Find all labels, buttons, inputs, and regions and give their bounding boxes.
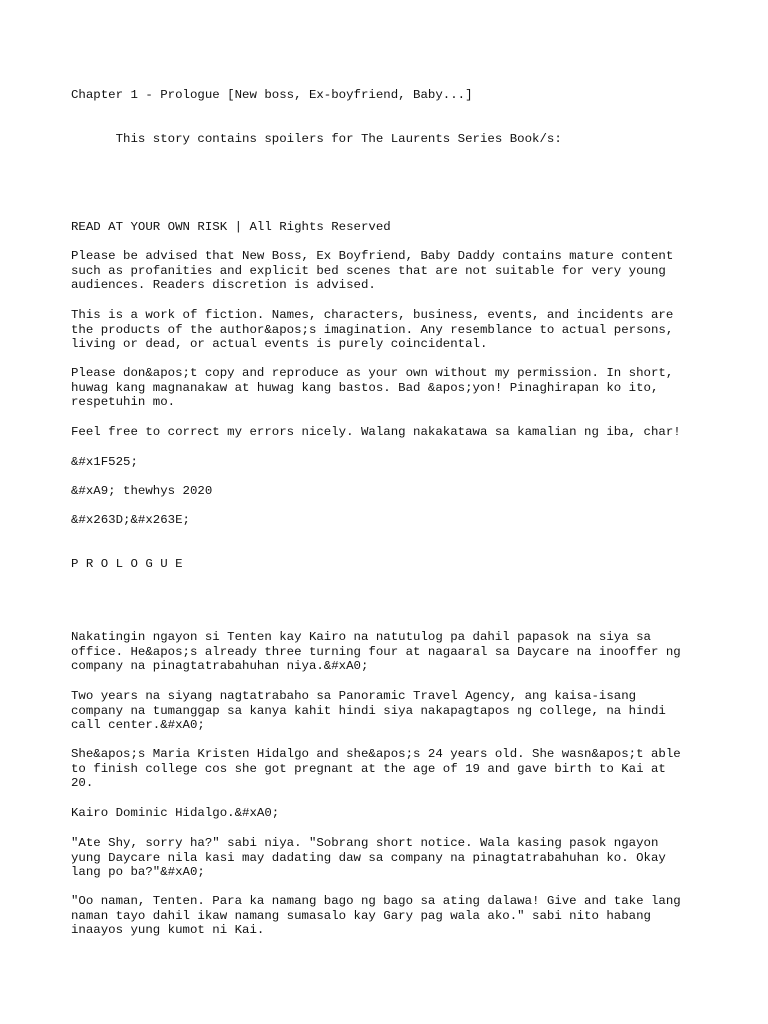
- rights-heading: READ AT YOUR OWN RISK | All Rights Reserved: [71, 220, 391, 234]
- spoiler-notice: This story contains spoilers for The Laurents Series Book/s:: [71, 132, 562, 146]
- paragraph-5-line-1: "Ate Shy, sorry ha?" sabi niya. "Sobrang short notice. Wala kasing pasok ngayon: [71, 836, 659, 850]
- paragraph-3-line-3: 20.: [71, 776, 94, 791]
- paragraph-3-line-1: She&apos;s Maria Kristen Hidalgo and she&apos;s 24 years old. She wasn&apos;t able: [71, 747, 681, 761]
- entity-line-1: &#x1F525;: [71, 455, 138, 469]
- prologue-title: P R O L O G U E: [71, 557, 183, 571]
- paragraph-2-line-3: call center.&#xA0;: [71, 718, 205, 733]
- copy-notice-line-2: huwag kang magnanakaw at huwag kang bastos. Bad &apos;yon! Pinaghirapan ko ito,: [71, 380, 659, 395]
- copy-notice-line-1: Please don&apos;t copy and reproduce as your own without my permission. In short,: [71, 366, 674, 380]
- paragraph-1-line-1: Nakatingin ngayon si Tenten kay Kairo na natutulog pa dahil papasok na siya sa: [71, 630, 651, 644]
- advisory-line-2: such as profanities and explicit bed scenes that are not suitable for very young: [71, 263, 666, 278]
- errors-notice: Feel free to correct my errors nicely. Walang nakakatawa sa kamalian ng iba, char!: [71, 425, 681, 439]
- copy-notice-line-3: respetuhin mo.: [71, 395, 176, 410]
- paragraph-6-line-1: "Oo naman, Tenten. Para ka namang bago ng bago sa ating dalawa! Give and take lang: [71, 894, 681, 908]
- chapter-heading: Chapter 1 - Prologue [New boss, Ex-boyfriend, Baby...]: [71, 88, 473, 102]
- paragraph-1-line-3: company na pinagtatrabahuhan niya.&#xA0;: [71, 659, 369, 674]
- paragraph-6-line-2: naman tayo dahil ikaw namang sumasalo kay Gary pag wala ako." sabi nito habang: [71, 908, 651, 923]
- copyright-line: &#xA9; thewhys 2020: [71, 484, 213, 498]
- advisory-line-1: Please be advised that New Boss, Ex Boyfriend, Baby Daddy contains mature content: [71, 249, 674, 263]
- paragraph-4-line-1: Kairo Dominic Hidalgo.&#xA0;: [71, 806, 280, 820]
- paragraph-3-line-2: to finish college cos she got pregnant at the age of 19 and gave birth to Kai at: [71, 761, 666, 776]
- advisory-line-3: audiences. Readers discretion is advised.: [71, 278, 376, 293]
- paragraph-5-line-3: lang po ba?"&#xA0;: [71, 865, 205, 880]
- paragraph-2-line-2: company na tumanggap sa kanya kahit hindi siya nakapagtapos ng college, na hindi: [71, 703, 666, 718]
- paragraph-6-line-3: inaayos yung kumot ni Kai.: [71, 923, 265, 938]
- fiction-notice-line-2: the products of the author&apos;s imagination. Any resemblance to actual persons,: [71, 322, 674, 337]
- fiction-notice-line-1: This is a work of fiction. Names, characters, business, events, and incidents are: [71, 308, 674, 322]
- paragraph-1-line-2: office. He&apos;s already three turning four at nagaaral sa Daycare na inooffer ng: [71, 644, 681, 659]
- entity-line-2: &#x263D;&#x263E;: [71, 513, 190, 527]
- fiction-notice-line-3: living or dead, or actual events is purely coincidental.: [71, 337, 488, 352]
- paragraph-2-line-1: Two years na siyang nagtatrabaho sa Panoramic Travel Agency, ang kaisa-isang: [71, 689, 637, 703]
- paragraph-5-line-2: yung Daycare nila kasi may dadating daw sa company na pinagtatrabahuhan ko. Okay: [71, 850, 666, 865]
